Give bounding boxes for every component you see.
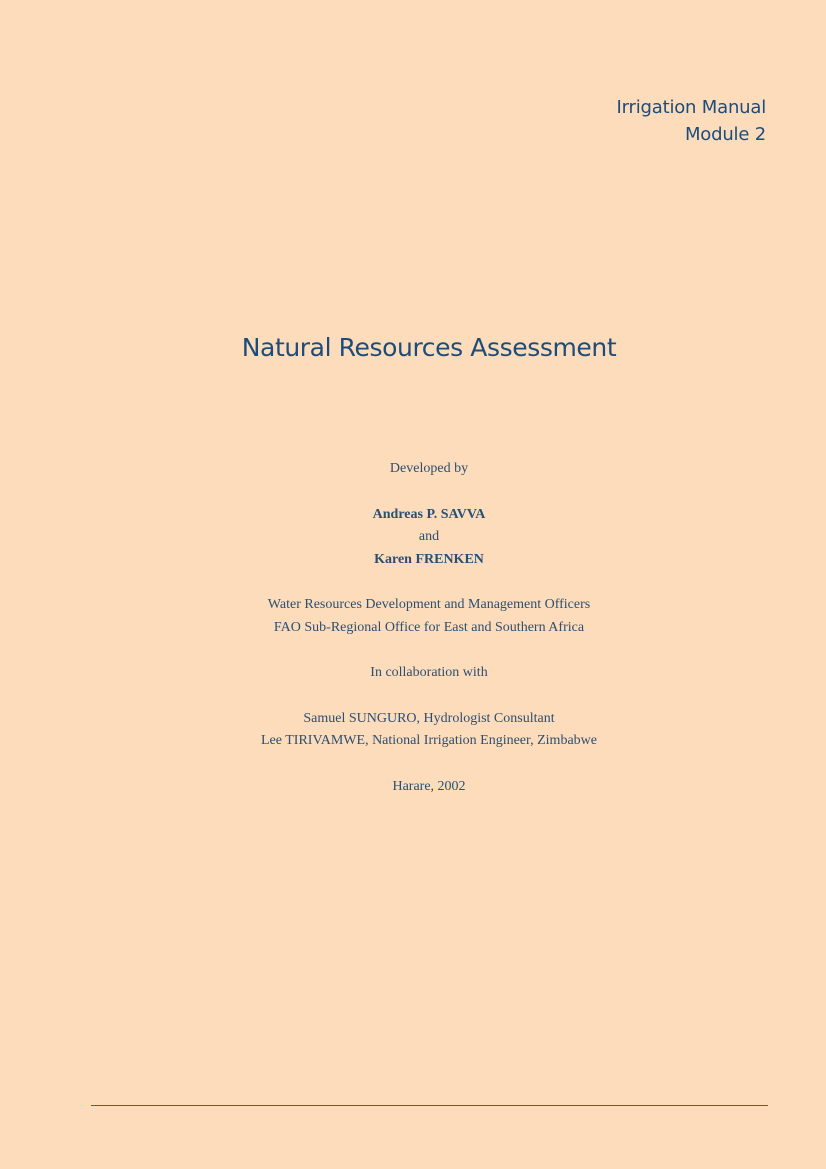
- author-frenken: Karen FRENKEN: [374, 551, 484, 567]
- series-title: Irrigation Manual: [616, 97, 766, 118]
- credits-block: [32, 458, 826, 798]
- series-header: [617, 94, 766, 148]
- place-date: Harare, 2002: [392, 778, 466, 794]
- affiliation-line: FAO Sub-Regional Office for East and Southern Africa: [273, 619, 585, 635]
- collaborator-sunguro: Samuel SUNGURO, Hydrologist Consultant: [303, 710, 555, 726]
- footer-rule: [91, 1105, 768, 1106]
- affiliation-line: Water Resources Development and Management Officers: [267, 597, 591, 612]
- developed-by-label: Developed by: [389, 461, 469, 476]
- module-number: Module 2: [684, 124, 766, 145]
- collaboration-label: In collaboration with: [370, 665, 488, 680]
- collaborator-tirivamwe: Lee TIRIVAMWE, National Irrigation Engineer, Zimbabwe: [261, 733, 597, 748]
- and-label: and: [418, 529, 440, 544]
- document-title: Natural Resources Assessment: [241, 332, 617, 362]
- author-savva: Andreas P. SAVVA: [372, 506, 486, 522]
